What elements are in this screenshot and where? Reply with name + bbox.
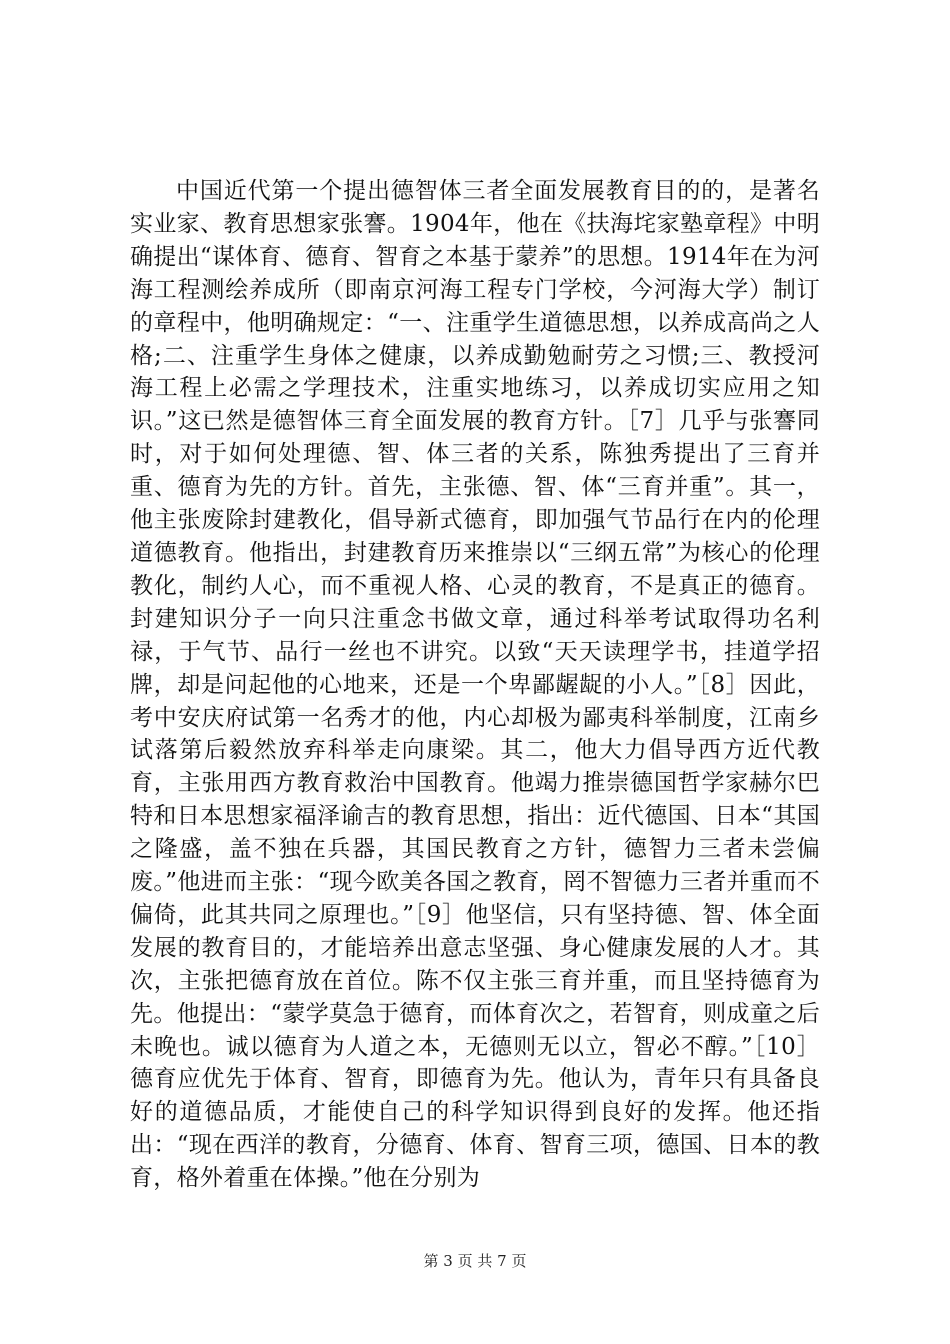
page-footer: 第 3 页 共 7 页 bbox=[423, 1252, 527, 1270]
body-paragraph: 中国近代第一个提出德智体三者全面发展教育目的的，是著名实业家、教育思想家张謇。1904年，他在《扶海垞家塾章程》中明确提出“谋体育、德育、智育之本基于蒙养”的思想。1914年在为河海工程测绘养成所（即南京河海工程专门学校，今河海大学）制订的章程中，他明确规定：“一、注重学生道德思想，以养成高尚之人格;二、注重学生身体之健康，以养成勤勉耐劳之习惯;三、教授河海工程上必需之学理技术，注重实地练习，以养成切实应用之知识。”这已然是德智体三育全面发展的教育方针。［7］几乎与张謇同时，对于如何处理德、智、体三者的关系，陈独秀提出了三育并重、德育为先的方针。首先，主张德、智、体“三育并重”。其一，他主张废除封建教化，倡导新式德育，即加强气节品行在内的伦理道德教育。他指出，封建教育历来推崇以“三纲五常”为核心的伦理教化，制约人心，而不重视人格、心灵的教育，不是真正的德育。封建知识分子一向只注重念书做文章，通过科举考试取得功名利禄，于气节、品行一丝也不讲究。以致“天天读理学书，挂道学招牌，却是问起他的心地来，还是一个卑鄙龌龊的小人。”［8］因此，考中安庆府试第一名秀才的他，内心却极为鄙夷科举制度，江南乡试落第后毅然放弃科举走向康梁。其二，他大力倡导西方近代教育，主张用西方教育救治中国教育。他竭力推崇德国哲学家赫尔巴特和日本思想家福泽谕吉的教育思想，指出：近代德国、日本“其国之隆盛，盖不独在兵器，其国民教育之方针，德智力三者未尝偏废。”他进而主张：“现今欧美各国之教育，罔不智德力三者并重而不偏倚，此其共同之原理也。”［9］他坚信，只有坚持德、智、体全面发展的教育目的，才能培养出意志坚强、身心健康发展的人才。其次，主张把德育放在首位。陈不仅主张三育并重，而且坚持德育为先。他提出：“蒙学莫急于德育，而体育次之，若智育，则成童之后未晚也。诚以德育为人道之本，无德则无以立，智必不醇。”［10］德育应优先于体育、智育，即德育为先。他认为，青年只有具备良好的道德品质，才能使自己的科学知识得到良好的发挥。他还指出：“现在西洋的教育，分德育、体育、智育三项，德国、日本的教育，格外着重在体操。”他在分别为 bbox=[130, 178, 820, 1192]
